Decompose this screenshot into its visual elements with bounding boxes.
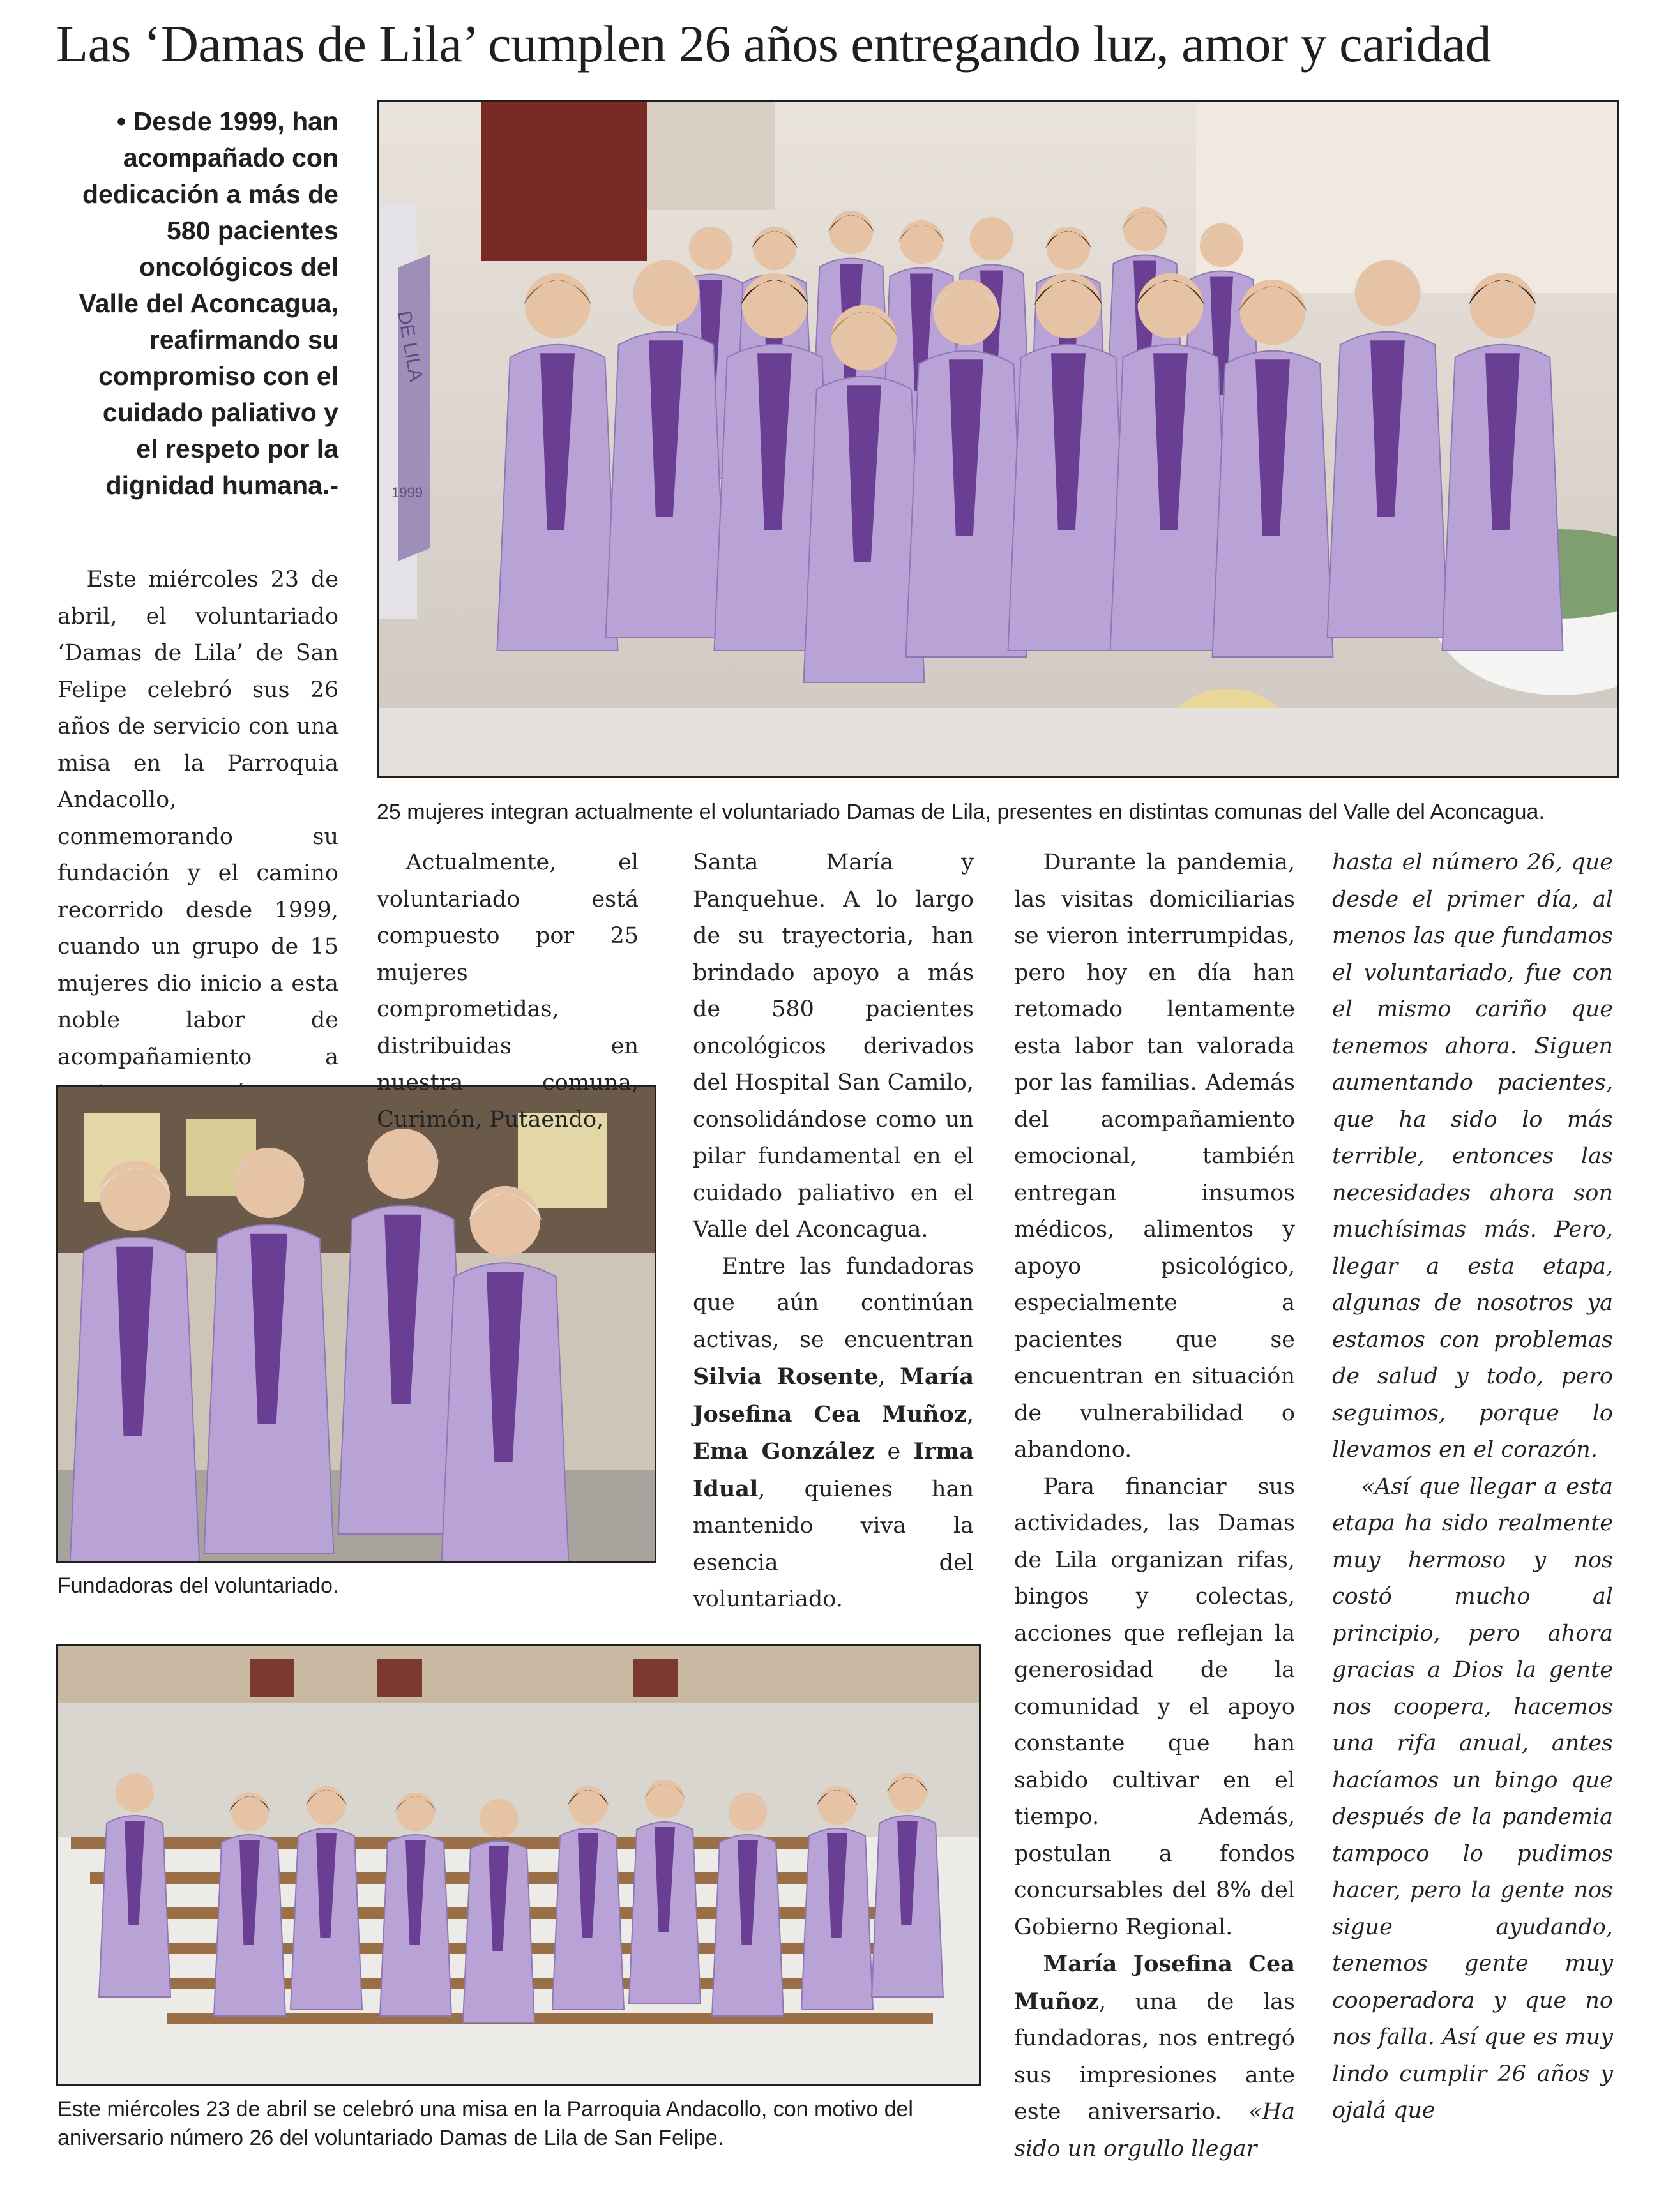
interview-intro: , una de las fundadoras, nos entregó sus impresiones ante este aniversario. — [1014, 1989, 1295, 2125]
column-4-paragraph-2: «Así que llegar a esta etapa ha sido realmente muy hermoso y nos costó mucho al principio, pero ahora gracias a Dios la gente nos coopera, hacemos una rifa anual, antes hacíamos un bingo que después de la pandemia tampoco lo pudimos hacer, pero la gente nos sigue ayudando, tenemos gente muy cooperadora y que no nos falla. Así que es muy lindo cumplir 26 años y ojalá que — [1332, 1473, 1613, 2123]
interviewee-name: María Josefina Cea Muñoz — [1014, 1951, 1295, 2015]
founders-intro: Entre las fundadoras que aún continúan activas, se encuentran — [693, 1253, 974, 1353]
main-group-photo — [377, 100, 1619, 778]
column-1 — [57, 562, 338, 1113]
separator: , — [878, 1364, 900, 1390]
founder-name: Ema González — [693, 1438, 875, 1464]
mass-photo — [56, 1644, 981, 2086]
founder-name: Silvia Rosente — [693, 1364, 879, 1390]
column-3-paragraph-3 — [1014, 1946, 1295, 2167]
column-2-continuation: Santa María y Panquehue. A lo largo de su trayectoria, han brindado apoyo a más de 580 pacientes oncológicos derivados del Hospital San Camilo, consolidándose como un pilar fundamental en el cuidado paliativo en el Valle del Aconcagua. — [693, 850, 974, 1242]
separator: e — [874, 1439, 914, 1464]
column-2-paragraph-2 — [693, 1249, 974, 1618]
column-1-paragraph: Este miércoles 23 de abril, el voluntariado ‘Damas de Lila’ de San Felipe celebró sus 26 años de servicio con una misa en la Parroquia Andacollo, conmemorando su fundación y el camino recorrido desde 1999, cuando un grupo de 15 mujeres dio inicio a esta noble labor de acompañamiento a — [57, 567, 338, 1070]
main-group-photo-image — [379, 102, 1617, 776]
column-2b — [693, 845, 974, 1618]
mass-photo-caption: Este miércoles 23 de abril se celebró una misa en la Parroquia Andacollo, con motivo del aniversario número 26 del voluntariado Damas de Lila de San Felipe. — [57, 2097, 913, 2150]
banner-year: 1999 — [391, 485, 423, 500]
founders-photo — [56, 1085, 656, 1563]
brick-wall — [481, 102, 647, 261]
quote-start: «Ha sido un orgullo llegar — [1014, 2099, 1295, 2162]
column-4 — [1332, 845, 1613, 2130]
column-3-paragraph-1: Durante la pandemia, las visitas domiciliarias se vieron interrumpidas, pero hoy en día han retomado lentamente esta labor tan valorada por las familias. Además del acompañamiento emocional, también entregan insumos médicos, alimentos y apoyo psicológico, especialmente a pacientes que se encuentran en situación de vulnerabilidad o abandono. — [1014, 850, 1295, 1463]
column-2 — [377, 845, 639, 1138]
banner-text: DE LILA — [393, 309, 427, 384]
main-photo-caption: 25 mujeres integran actualmente el voluntariado Damas de Lila, presentes en distintas comunas del Valle del Aconcagua. — [377, 800, 1545, 824]
founders-photo-image — [58, 1087, 655, 1561]
founder-name: Irma Idual — [693, 1438, 974, 1502]
column-4-paragraph-1: hasta el número 26, que desde el primer día, al menos las que fundamos el voluntariado, fue con el mismo cariño que tenemos ahora. Siguen aumentando pacientes, que ha sido lo más terrible, entonces las necesidades ahora son muchísimas más. Pero, llegar a esta etapa, algunas de nosotros ya estamos con problemas de salud y todo, pero seguimos, porque lo llevamos en el corazón. — [1332, 850, 1613, 1463]
separator: , — [966, 1401, 974, 1427]
founder-name: María Josefina Cea Muñoz — [693, 1364, 974, 1427]
column-3-paragraph-2: Para financiar sus actividades, las Damas de Lila organizan rifas, bingos y colectas, acciones que reflejan la generosidad de la comunidad y el apoyo constante que han sabido cultivar en el tiempo. Además, postulan a fondos concursables del 8% del Gobierno Regional. — [1014, 1473, 1295, 1940]
column-2b-paragraph — [693, 845, 974, 1249]
column-3 — [1014, 845, 1295, 2167]
mass-photo-image — [58, 1646, 979, 2084]
headline: Las ‘Damas de Lila’ cumplen 26 años entregando luz, amor y caridad — [56, 15, 1491, 73]
lead-summary: • Desde 1999, han acompañado con dedicación a más de 580 pacientes oncológicos del Valle del Aconcagua, reafirmando su compromiso con el cuidado paliativo y el respeto por la dignidad humana.- — [79, 107, 338, 500]
column-2-paragraph-1: Actualmente, el voluntariado está compuesto por 25 mujeres comprometidas, distribuidas en nuestra comuna, Curimón, Putaendo, — [377, 850, 639, 1132]
founders-outro: , quienes han mantenido viva la esencia del voluntariado. — [693, 1476, 974, 1612]
founders-photo-caption: Fundadoras del voluntariado. — [57, 1574, 339, 1598]
